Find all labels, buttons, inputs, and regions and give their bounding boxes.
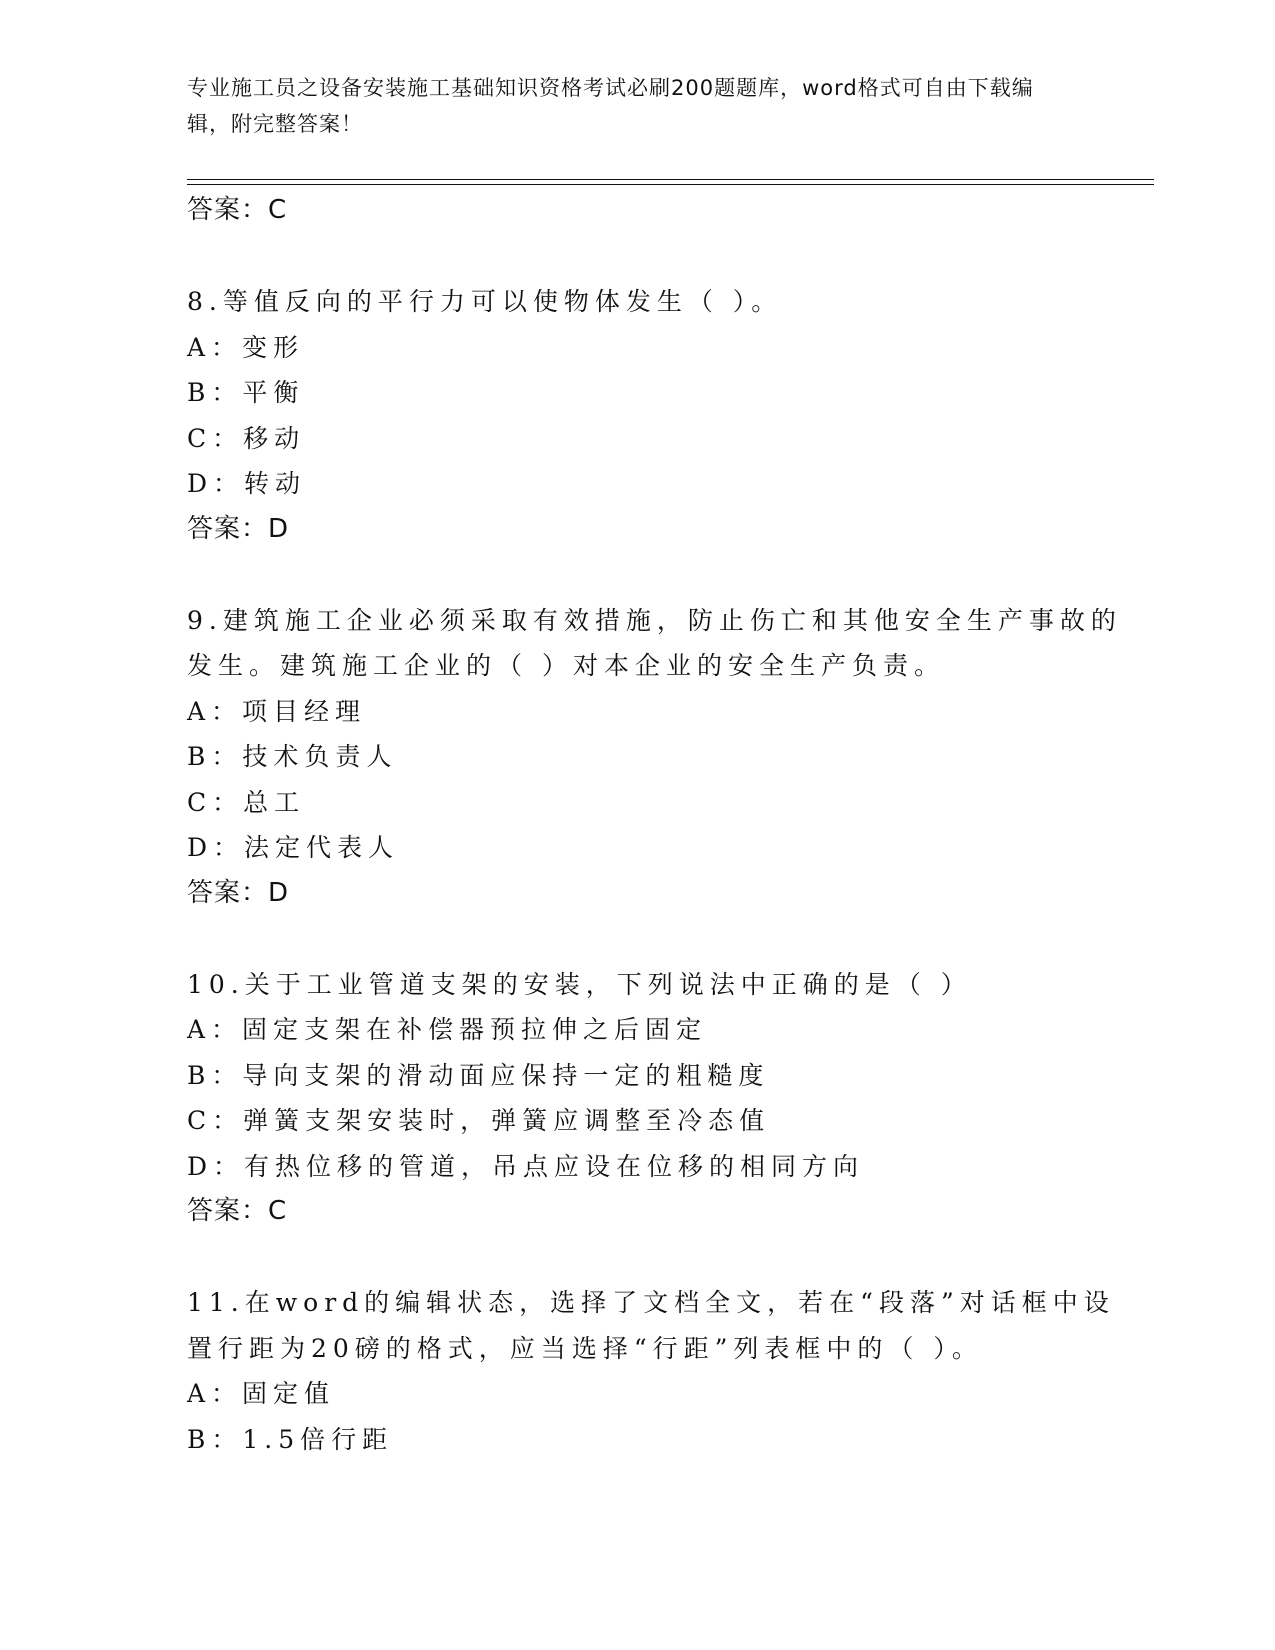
option-a: A：固定支架在补偿器预拉伸之后固定 — [187, 1015, 708, 1044]
option-a: A：变形 — [187, 332, 305, 362]
question-block — [187, 279, 1087, 552]
question-stem: 11.在word的编辑状态，选择了文档全文，若在“段落”对话框中设 — [187, 1288, 1115, 1317]
option-b: B：1.5倍行距 — [187, 1424, 394, 1454]
header-rule-bottom — [187, 184, 1154, 185]
spacer — [187, 234, 1087, 280]
question-block — [187, 962, 1087, 1235]
option-a: A：固定值 — [187, 1379, 336, 1408]
document-header: 专业施工员之设备安装施工基础知识资格考试必刷200题题库，word格式可自由下载编辑，附完整答案！ — [187, 76, 1034, 136]
option-d: D：转动 — [187, 469, 307, 498]
option-d: D：有热位移的管道，吊点应设在位移的相同方向 — [187, 1151, 865, 1181]
option-a: A：项目经理 — [187, 696, 367, 726]
option-d: D：法定代表人 — [187, 833, 400, 862]
answer-line: 答案：C — [187, 1196, 288, 1226]
question-stem: 置行距为20磅的格式，应当选择“行距”列表框中的（ ）。 — [187, 1333, 983, 1363]
spacer — [187, 916, 1087, 962]
answer-line: 答案：D — [187, 877, 290, 908]
option-b: B：技术负责人 — [187, 742, 398, 771]
option-b: B：平衡 — [187, 378, 305, 407]
question-stem: 10.关于工业管道支架的安装，下列说法中正确的是（ ） — [187, 969, 972, 999]
option-c: C：移动 — [187, 423, 306, 453]
question-stem: 8.等值反向的平行力可以使物体发生（ ）。 — [187, 287, 783, 316]
spacer — [187, 1235, 1087, 1281]
option-c: C：弹簧支架安装时，弹簧应调整至冷态值 — [187, 1106, 771, 1135]
question-block — [187, 1280, 1115, 1462]
question-block — [187, 598, 1122, 917]
option-b: B：导向支架的滑动面应保持一定的粗糙度 — [187, 1060, 770, 1090]
question-stem: 9.建筑施工企业必须采取有效措施，防止伤亡和其他安全生产事故的 — [187, 605, 1122, 635]
spacer — [187, 552, 1087, 598]
option-c: C：总工 — [187, 787, 306, 817]
question-list — [187, 188, 1122, 1462]
header-rule-top — [187, 179, 1154, 180]
question-stem: 发生。建筑施工企业的（ ）对本企业的安全生产负责。 — [187, 651, 945, 680]
answer-line: 答案：C — [187, 195, 288, 225]
answer-line: 答案：D — [187, 513, 290, 544]
